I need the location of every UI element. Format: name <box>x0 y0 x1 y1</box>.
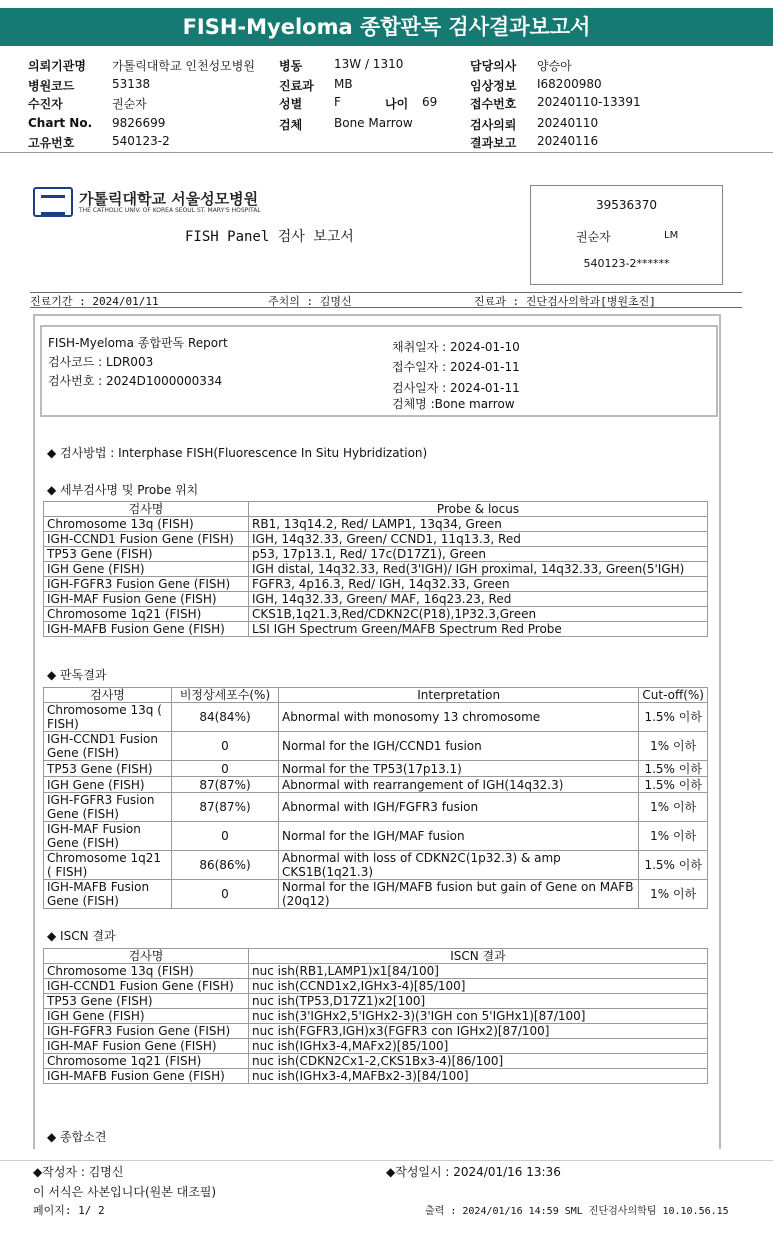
table-cell: nuc ish(FGFR3,IGH)x3(FGFR3 con IGHx2)[87/100] <box>249 1024 708 1039</box>
table-cell: nuc ish(TP53,D17Z1)x2[100] <box>249 994 708 1009</box>
header-label: 의뢰기관명 <box>28 59 86 73</box>
header-value: 권순자 <box>112 97 147 111</box>
header-value: 양승아 <box>537 59 572 73</box>
department: 진료과 : 진단검사의학과[병원초진] <box>474 295 656 308</box>
footer-divider <box>0 1160 773 1161</box>
table-row <box>44 1024 708 1039</box>
table-row <box>44 622 708 637</box>
table-cell: nuc ish(3'IGHx2,5'IGHx2-3)(3'IGH con 5'IGHx1)[87/100] <box>249 1009 708 1024</box>
table-cell: IGH-FGFR3 Fusion Gene (FISH) <box>44 793 172 822</box>
header-label: 임상정보 <box>470 79 517 93</box>
hospital-logo <box>33 187 263 219</box>
col-header: Probe & locus <box>249 502 708 517</box>
table-cell: 86(86%) <box>172 851 279 880</box>
col-header: Cut-off(%) <box>639 688 708 703</box>
table-cell: Abnormal with IGH/FGFR3 fusion <box>279 793 639 822</box>
table-cell: 1.5% 이하 <box>639 761 708 777</box>
header-value: 540123-2 <box>112 134 170 148</box>
table-row <box>44 1039 708 1054</box>
table-cell: Chromosome 1q21 ( FISH) <box>44 851 172 880</box>
iscn-table <box>43 948 708 1084</box>
table-cell: IGH-FGFR3 Fusion Gene (FISH) <box>44 1024 249 1039</box>
table-cell: Chromosome 13q (FISH) <box>44 964 249 979</box>
copy-note: 이 서식은 사본입니다(원본 대조필) <box>33 1185 217 1199</box>
table-row <box>44 880 708 909</box>
table-cell: IGH-CCND1 Fusion Gene (FISH) <box>44 532 249 547</box>
table-cell: Normal for the IGH/MAFB fusion but gain of Gene on MAFB (20q12) <box>279 880 639 909</box>
header-value: 53138 <box>112 77 151 91</box>
label-name: 권순자 <box>576 230 611 244</box>
table-cell: CKS1B,1q21.3,Red/CDKN2C(P18),1P32.3,Green <box>249 607 708 622</box>
table-cell: Normal for the IGH/MAF fusion <box>279 822 639 851</box>
table-cell: 1% 이하 <box>639 822 708 851</box>
result-table <box>43 687 708 909</box>
summary-section-title: ◆ 종합소견 <box>47 1130 107 1144</box>
header-label: 병동 <box>279 59 303 73</box>
table-cell: Abnormal with monosomy 13 chromosome <box>279 703 639 732</box>
table-header-row <box>44 949 708 964</box>
table-cell: Normal for the TP53(17p13.1) <box>279 761 639 777</box>
page-number: 페이지: 1/ 2 <box>33 1204 105 1217</box>
table-row <box>44 851 708 880</box>
table-row <box>44 1009 708 1024</box>
table-cell: 1.5% 이하 <box>639 851 708 880</box>
header-label: 검사의뢰 <box>470 118 517 132</box>
table-row <box>44 592 708 607</box>
attending-doctor: 주치의 : 김명신 <box>268 295 352 308</box>
probe-table <box>43 501 708 637</box>
header-label: 진료과 <box>279 79 314 93</box>
header-label: 병원코드 <box>28 79 75 93</box>
table-row <box>44 994 708 1009</box>
printed-at: 출력 : 2024/01/16 14:59 SML 진단검사의학팀 10.10.56.15 <box>425 1206 729 1217</box>
table-cell: Chromosome 13q ( FISH) <box>44 703 172 732</box>
table-row <box>44 562 708 577</box>
table-cell: 0 <box>172 761 279 777</box>
table-cell: 1.5% 이하 <box>639 777 708 793</box>
table-cell: IGH, 14q32.33, Green/ CCND1, 11q13.3, Red <box>249 532 708 547</box>
header-value: 13W / 1310 <box>334 57 404 71</box>
col-header: 검사명 <box>44 688 172 703</box>
table-cell: IGH-FGFR3 Fusion Gene (FISH) <box>44 577 249 592</box>
hospital-name: 가톨릭대학교 서울성모병원 <box>79 190 259 208</box>
report-info-box <box>40 325 718 417</box>
table-cell: 1% 이하 <box>639 880 708 909</box>
label-flag: LM <box>664 230 679 241</box>
table-cell: 87(87%) <box>172 793 279 822</box>
table-cell: Normal for the IGH/CCND1 fusion <box>279 732 639 761</box>
header-value: 20240116 <box>537 134 599 148</box>
table-cell: IGH Gene (FISH) <box>44 562 249 577</box>
table-cell: TP53 Gene (FISH) <box>44 994 249 1009</box>
table-row <box>44 517 708 532</box>
header-value: 9826699 <box>112 116 166 130</box>
table-cell: nuc ish(IGHx3-4,MAFx2)[85/100] <box>249 1039 708 1054</box>
table-cell: 0 <box>172 880 279 909</box>
table-row <box>44 547 708 562</box>
table-cell: IGH, 14q32.33, Green/ MAF, 16q23.23, Red <box>249 592 708 607</box>
test-number: 검사번호 : 2024D1000000334 <box>48 374 223 388</box>
probe-section-title: ◆ 세부검사명 및 Probe 위치 <box>47 483 199 497</box>
table-cell: IGH-MAFB Fusion Gene (FISH) <box>44 880 172 909</box>
col-header: ISCN 결과 <box>249 949 708 964</box>
table-cell: 87(87%) <box>172 777 279 793</box>
table-cell: IGH-CCND1 Fusion Gene (FISH) <box>44 732 172 761</box>
table-cell: IGH-MAF Fusion Gene (FISH) <box>44 592 249 607</box>
hospital-name-en: THE CATHOLIC UNIV. OF KOREA SEOUL ST. MARY'S HOSPITAL <box>79 207 261 214</box>
header-value: Bone Marrow <box>334 116 413 130</box>
specimen-name: 검체명 :Bone marrow <box>392 397 515 411</box>
table-cell: Abnormal with loss of CDKN2C(1p32.3) & amp CKS1B(1q21.3) <box>279 851 639 880</box>
table-cell: Abnormal with rearrangement of IGH(14q32.3) <box>279 777 639 793</box>
table-cell: TP53 Gene (FISH) <box>44 761 172 777</box>
table-cell: LSI IGH Spectrum Green/MAFB Spectrum Red Probe <box>249 622 708 637</box>
received-date: 접수일자 : 2024-01-11 <box>392 360 520 374</box>
table-row <box>44 703 708 732</box>
header-label: 담당의사 <box>470 59 517 73</box>
table-row <box>44 964 708 979</box>
table-row <box>44 607 708 622</box>
visit-date: 진료기간 : 2024/01/11 <box>30 295 159 308</box>
header-value: 20240110 <box>537 116 599 130</box>
table-cell: IGH-MAFB Fusion Gene (FISH) <box>44 1069 249 1084</box>
table-row <box>44 532 708 547</box>
header-value: MB <box>334 77 353 91</box>
header-label: 검체 <box>279 118 303 132</box>
test-code: 검사코드 : LDR003 <box>48 355 154 369</box>
table-cell: IGH-MAF Fusion Gene (FISH) <box>44 822 172 851</box>
method-line: ◆ 검사방법 : Interphase FISH(Fluorescence In Situ Hybridization) <box>47 446 428 460</box>
header-label: Chart No. <box>28 116 93 130</box>
table-cell: 0 <box>172 732 279 761</box>
table-cell: IGH Gene (FISH) <box>44 1009 249 1024</box>
table-cell: nuc ish(CDKN2Cx1-2,CKS1Bx3-4)[86/100] <box>249 1054 708 1069</box>
table-row <box>44 761 708 777</box>
report-title: FISH-Myeloma 종합판독 검사결과보고서 <box>0 8 773 46</box>
header-value: 가톨릭대학교 인천성모병원 <box>112 59 255 73</box>
col-header: Interpretation <box>279 688 639 703</box>
tested-date: 검사일자 : 2024-01-11 <box>392 381 520 395</box>
table-header-row <box>44 688 708 703</box>
table-header-row <box>44 502 708 517</box>
age-label: 나이 <box>385 97 409 111</box>
table-cell: Chromosome 1q21 (FISH) <box>44 1054 249 1069</box>
iscn-section-title: ◆ ISCN 결과 <box>47 929 116 943</box>
table-cell: IGH-CCND1 Fusion Gene (FISH) <box>44 979 249 994</box>
header-label: 접수번호 <box>470 97 517 111</box>
header-value: 20240110-13391 <box>537 95 641 109</box>
table-cell: TP53 Gene (FISH) <box>44 547 249 562</box>
table-cell: 1% 이하 <box>639 732 708 761</box>
table-cell: Chromosome 1q21 (FISH) <box>44 607 249 622</box>
table-row <box>44 777 708 793</box>
table-cell: p53, 17p13.1, Red/ 17c(D17Z1), Green <box>249 547 708 562</box>
table-row <box>44 979 708 994</box>
table-cell: 84(84%) <box>172 703 279 732</box>
age-value: 69 <box>422 95 438 109</box>
visit-info <box>30 292 742 308</box>
panel-report-title: FISH Panel 검사 보고서 <box>185 229 354 245</box>
table-cell: IGH Gene (FISH) <box>44 777 172 793</box>
table-row <box>44 822 708 851</box>
header-value: I68200980 <box>537 77 602 91</box>
table-cell: FGFR3, 4p16.3, Red/ IGH, 14q32.33, Green <box>249 577 708 592</box>
table-row <box>44 793 708 822</box>
header-label: 결과보고 <box>470 136 517 150</box>
table-cell: 1% 이하 <box>639 793 708 822</box>
table-row <box>44 1069 708 1084</box>
table-cell: IGH distal, 14q32.33, Red(3'IGH)/ IGH proximal, 14q32.33, Green(5'IGH) <box>249 562 708 577</box>
report-name: FISH-Myeloma 종합판독 Report <box>48 336 228 350</box>
hospital-emblem-icon <box>33 187 73 217</box>
table-cell: RB1, 13q14.2, Red/ LAMP1, 13q34, Green <box>249 517 708 532</box>
col-header: 검사명 <box>44 502 249 517</box>
label-id: 39536370 <box>595 198 658 212</box>
table-row <box>44 732 708 761</box>
table-cell: 0 <box>172 822 279 851</box>
table-cell: nuc ish(IGHx3-4,MAFBx2-3)[84/100] <box>249 1069 708 1084</box>
header-label: 성별 <box>279 97 303 111</box>
collected-date: 채취일자 : 2024-01-10 <box>392 340 520 354</box>
table-cell: IGH-MAF Fusion Gene (FISH) <box>44 1039 249 1054</box>
header-label: 고유번호 <box>28 136 75 150</box>
col-header: 비정상세포수(%) <box>172 688 279 703</box>
author: ◆작성자 : 김명신 <box>33 1165 124 1179</box>
written-at: ◆작성일시 : 2024/01/16 13:36 <box>386 1165 561 1179</box>
table-row <box>44 577 708 592</box>
header-label: 수진자 <box>28 97 63 111</box>
patient-label <box>530 185 723 285</box>
table-row <box>44 1054 708 1069</box>
table-cell: Chromosome 13q (FISH) <box>44 517 249 532</box>
table-cell: IGH-MAFB Fusion Gene (FISH) <box>44 622 249 637</box>
patient-header <box>0 55 773 153</box>
result-section-title: ◆ 판독결과 <box>47 668 107 682</box>
header-value: F <box>334 95 341 109</box>
table-cell: 1.5% 이하 <box>639 703 708 732</box>
table-cell: nuc ish(CCND1x2,IGHx3-4)[85/100] <box>249 979 708 994</box>
table-cell: nuc ish(RB1,LAMP1)x1[84/100] <box>249 964 708 979</box>
label-reg: 540123-2****** <box>583 257 670 270</box>
col-header: 검사명 <box>44 949 249 964</box>
